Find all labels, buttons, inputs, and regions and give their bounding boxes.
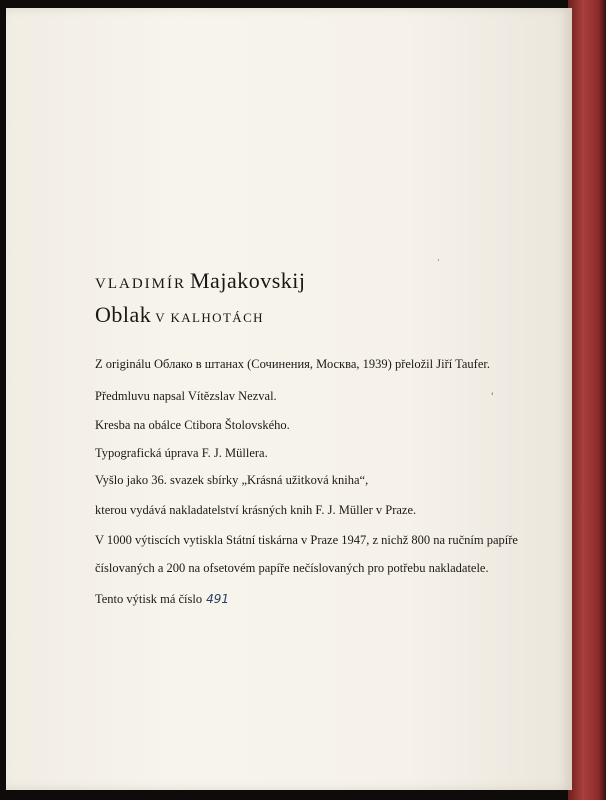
book-title-rest: V KALHOTÁCH: [155, 310, 264, 325]
colophon-typography: Typografická úprava F. J. Müllera.: [95, 446, 268, 460]
colophon-cover-art: Kresba na obálce Ctibora Štolovského.: [95, 418, 290, 432]
paper-speck-mark: ·: [437, 256, 440, 266]
author-last-name: Majakovskij: [190, 268, 306, 293]
handwritten-copy-number: 491: [206, 592, 230, 606]
colophon-print-run-cont: číslovaných a 200 na ofsetovém papíře nečíslovaných pro potřebu nakladatele.: [95, 561, 489, 575]
author-name: [95, 268, 306, 294]
colophon-series: Vyšlo jako 36. svazek sbírky „Krásná užitková kniha“,: [95, 473, 369, 487]
copy-number-label: Tento výtisk má číslo: [95, 592, 203, 606]
book-spine-edge: [568, 0, 606, 800]
author-first-name: VLADIMÍR: [95, 276, 186, 292]
book-title: [95, 302, 264, 328]
colophon-print-run: V 1000 výtiscích vytiskla Státní tiskárna v Praze 1947, z nichž 800 na ručním papíře: [95, 533, 518, 547]
colophon-translation: Z originálu Облако в штанах (Сочинения, Москва, 1939) přeložil Jiří Taufer.: [95, 357, 490, 371]
paper-speck-mark: ': [491, 392, 494, 402]
colophon-foreword: Předmluvu napsal Vítězslav Nezval.: [95, 389, 277, 403]
colophon-copy-number-line: [95, 592, 555, 607]
book-title-main: Oblak: [95, 302, 152, 327]
colophon-publisher: kterou vydává nakladatelství krásných knih F. J. Müller v Praze.: [95, 503, 417, 517]
